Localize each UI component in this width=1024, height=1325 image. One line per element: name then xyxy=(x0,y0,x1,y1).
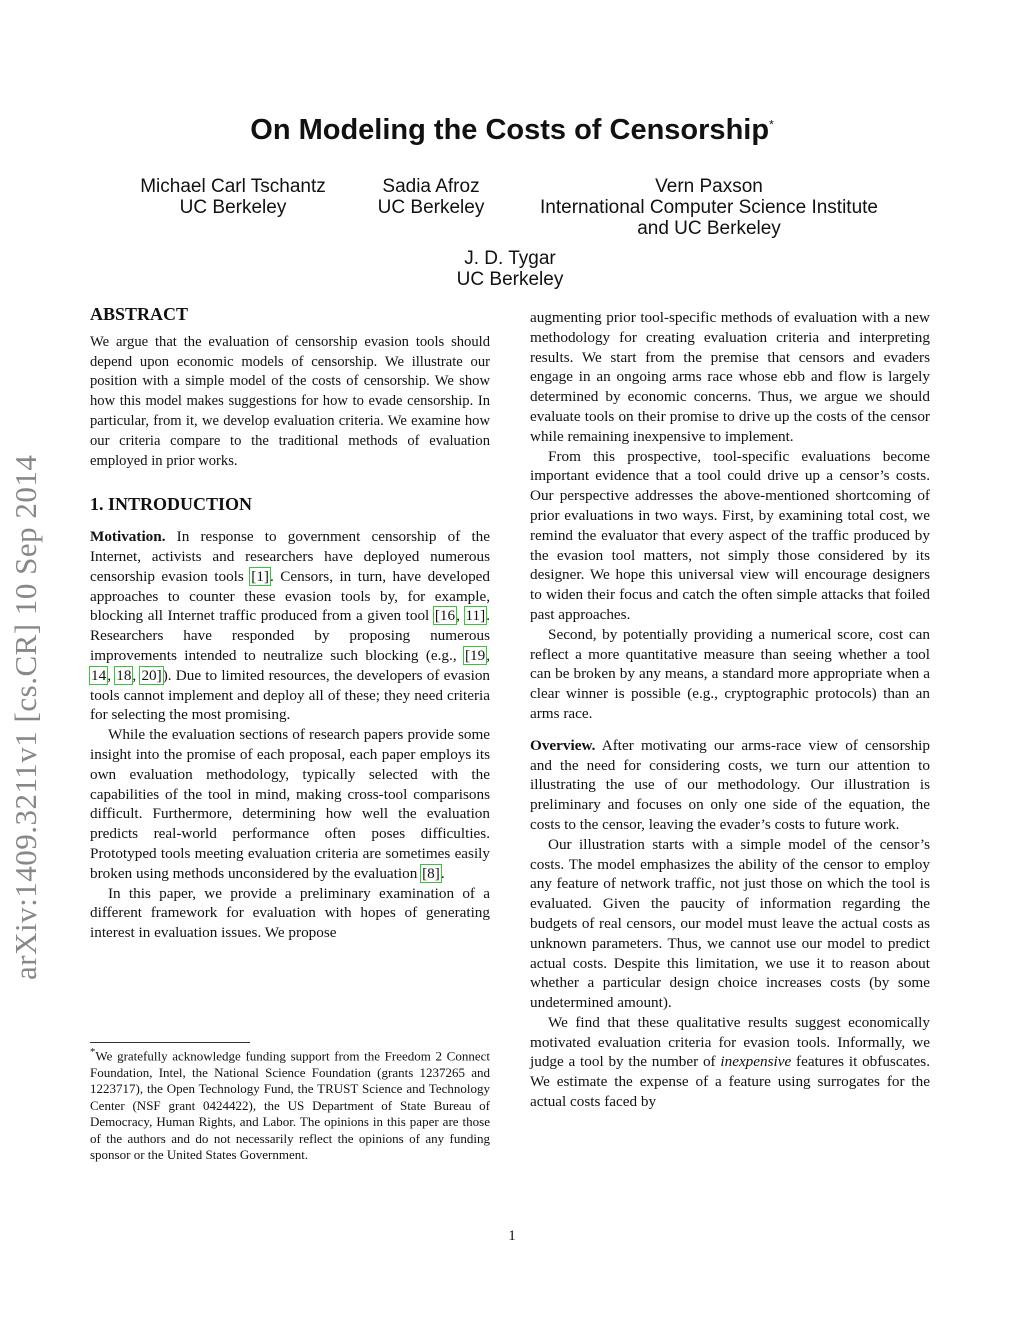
citation-link[interactable]: [8] xyxy=(422,864,440,882)
intro-paragraph-1 xyxy=(90,527,490,725)
intro-paragraph-3: In this paper, we provide a preliminary examination of a different framework for evaluation with hopes of generating interest in evaluation issues. We propose xyxy=(90,884,490,942)
right-paragraph-2: From this prospective, tool-specific evaluations become important evidence that a tool could drive up a censor’s costs. Our perspective addresses the above-mentioned shortcoming of prior evaluations in two ways. First, by examining total cost, we remind the evaluator that every aspect of the traffic produced by the evasion tool matters, not simply those considered by its designer. We hope this universal view will encourage designers to widen their focus and catch the often simple attacks that foiled past approaches. xyxy=(530,447,930,623)
introduction-heading: 1. INTRODUCTION xyxy=(90,494,253,515)
right-paragraph-6 xyxy=(530,1013,930,1112)
text-run: features it obfuscates. We estimate the expense of a feature using surrogates for the actual costs faced by xyxy=(530,1053,930,1111)
text-run: . xyxy=(440,864,445,882)
author-afroz xyxy=(356,176,506,218)
footnote-text: We gratefully acknowledge funding support from the Freedom 2 Connect Foundation, Intel, the National Science Foundation (grants 1237265 and 1223717), the Open Technology Fund, the TRUST Science and Technology Center (NSF grant 0424422), the US Department of State Bureau of Democracy, Human Rights, and Labor. The opinions in this paper are those of the authors and do not necessarily reflect the opinions of any funding sponsor or the United States Government. xyxy=(90,1048,490,1163)
right-column xyxy=(530,308,930,1112)
footnote xyxy=(90,1044,490,1164)
author-name: Sadia Afroz xyxy=(382,176,480,197)
text-run: We find that these qualitative results suggest economically motivated evaluation criteria for evasion tools. Informally, we judge a tool by the number of xyxy=(530,1013,930,1071)
title-text: On Modeling the Costs of Censorship xyxy=(250,114,770,146)
emphasis-inexpensive: inexpensive xyxy=(720,1053,792,1071)
citation-link[interactable]: 20] xyxy=(141,666,162,684)
text-run: ). Due to limited resources, the developers of evasion tools cannot implement and deploy all of these; they need criteria for selecting the most promising. xyxy=(90,666,491,724)
right-paragraph-1: augmenting prior tool-specific methods of evaluation with a new methodology for creating evaluation criteria and interpreting results. We start from the premise that censors and evaders engage in an ongoing arms race whose ebb and flow is largely determined by economic concerns. Thus, we argue we should evaluate tools on their promise to drive up the costs of the censor while remaining inexpensive to implement. xyxy=(530,309,930,445)
author-affiliation: International Computer Science Institute xyxy=(540,197,878,218)
right-paragraph-5: Our illustration starts with a simple model of the censor’s costs. The model emphasizes the ability of the censor to employ any feature of network traffic, not just those on which the tool is evaluated. Given the paucity of information regarding the budgets of real censors, our model must leave the actual costs as unknown parameters. Thus, we cannot use our model to predict actual costs. Despite this limitation, we use it to reason about whether a particular design choice increases costs (by some undetermined amount). xyxy=(530,835,930,1012)
paper-title xyxy=(0,114,1024,147)
overview-label: Overview. xyxy=(530,736,596,754)
author-affiliation-2: and UC Berkeley xyxy=(637,218,781,239)
citation-link[interactable]: [1] xyxy=(251,567,269,585)
intro-paragraph-2 xyxy=(90,725,490,883)
text-run: After motivating our arms-race view of censorship and the need for considering costs, we turn our attention to illustrating the use of our methodology. Our illustration is preliminary and focuses on only one side of the equation, the costs to the censor, leaving the evader’s costs to future work. xyxy=(530,736,930,833)
citation-link[interactable]: [19 xyxy=(464,646,486,664)
abstract-text: We argue that the evaluation of censorship evasion tools should depend upon economic models of censorship. We illustrate our position with a simple model of the costs of censorship. We show how this model makes suggestions for how to evade censorship. In particular, from it, we develop evaluation criteria. We examine how our criteria compare to the traditional methods of evaluation employed in prior works. xyxy=(90,333,490,469)
text-run: In response to government censorship of the Internet, activists and researchers have deployed numerous censorship evasion tools xyxy=(90,528,490,585)
text-run: , xyxy=(132,666,141,684)
right-paragraph-3: Second, by potentially providing a numerical score, cost can reflect a more quantitative measure than seeing whether a tool can be broken by any means, a standard more appropriate when a clear winner is possible (e.g., cryptographic protocols) than an arms race. xyxy=(530,625,930,722)
motivation-label: Motivation. xyxy=(90,528,166,546)
author-tschantz xyxy=(118,176,348,218)
footnote-mark: * xyxy=(90,1046,96,1058)
left-column xyxy=(90,305,490,943)
citation-link[interactable]: 11] xyxy=(465,607,486,625)
author-tygar xyxy=(410,248,610,290)
arxiv-identifier: arXiv:1409.3211v1 [cs.CR] 10 Sep 2014 xyxy=(8,454,43,980)
text-run: . Censors, in turn, have developed approaches to counter these evasion tools by, for example, blocking all Internet traffic produced from a given tool xyxy=(90,567,491,625)
author-paxson xyxy=(514,176,904,239)
overview-paragraph xyxy=(530,736,930,835)
author-affiliation: UC Berkeley xyxy=(377,197,485,218)
text-run: , xyxy=(456,607,465,625)
citation-link[interactable]: [16 xyxy=(434,607,456,625)
footnote-rule xyxy=(90,1042,250,1043)
author-affiliation: UC Berkeley xyxy=(179,197,287,218)
text-run: . Researchers have responded by proposing numerous improvements intended to neutralize such blocking (e.g., xyxy=(90,607,491,664)
page-number: 1 xyxy=(508,1228,516,1244)
text-run: , xyxy=(107,666,116,684)
text-run: While the evaluation sections of research papers provide some insight into the promise of each proposal, each paper employs its own evaluation methodology, typically selected with the capabilities of the tool in mind, making cross-tool comparisons difficult. Furthermore, determining how well the evaluation predicts real-world performance often poses difficulties. Prototyped tools meeting evaluation criteria are sometimes easily broken using methods unconsidered by the evaluation xyxy=(90,726,490,882)
abstract-heading: ABSTRACT xyxy=(90,304,189,324)
author-name: Michael Carl Tschantz xyxy=(140,176,326,197)
citation-link[interactable]: 18 xyxy=(116,666,132,684)
author-name: Vern Paxson xyxy=(655,176,763,197)
citation-link[interactable]: 14 xyxy=(91,666,107,684)
author-affiliation: UC Berkeley xyxy=(456,269,564,290)
text-run: , xyxy=(486,646,490,664)
author-name: J. D. Tygar xyxy=(464,248,556,269)
title-footnote-mark: * xyxy=(769,117,774,132)
